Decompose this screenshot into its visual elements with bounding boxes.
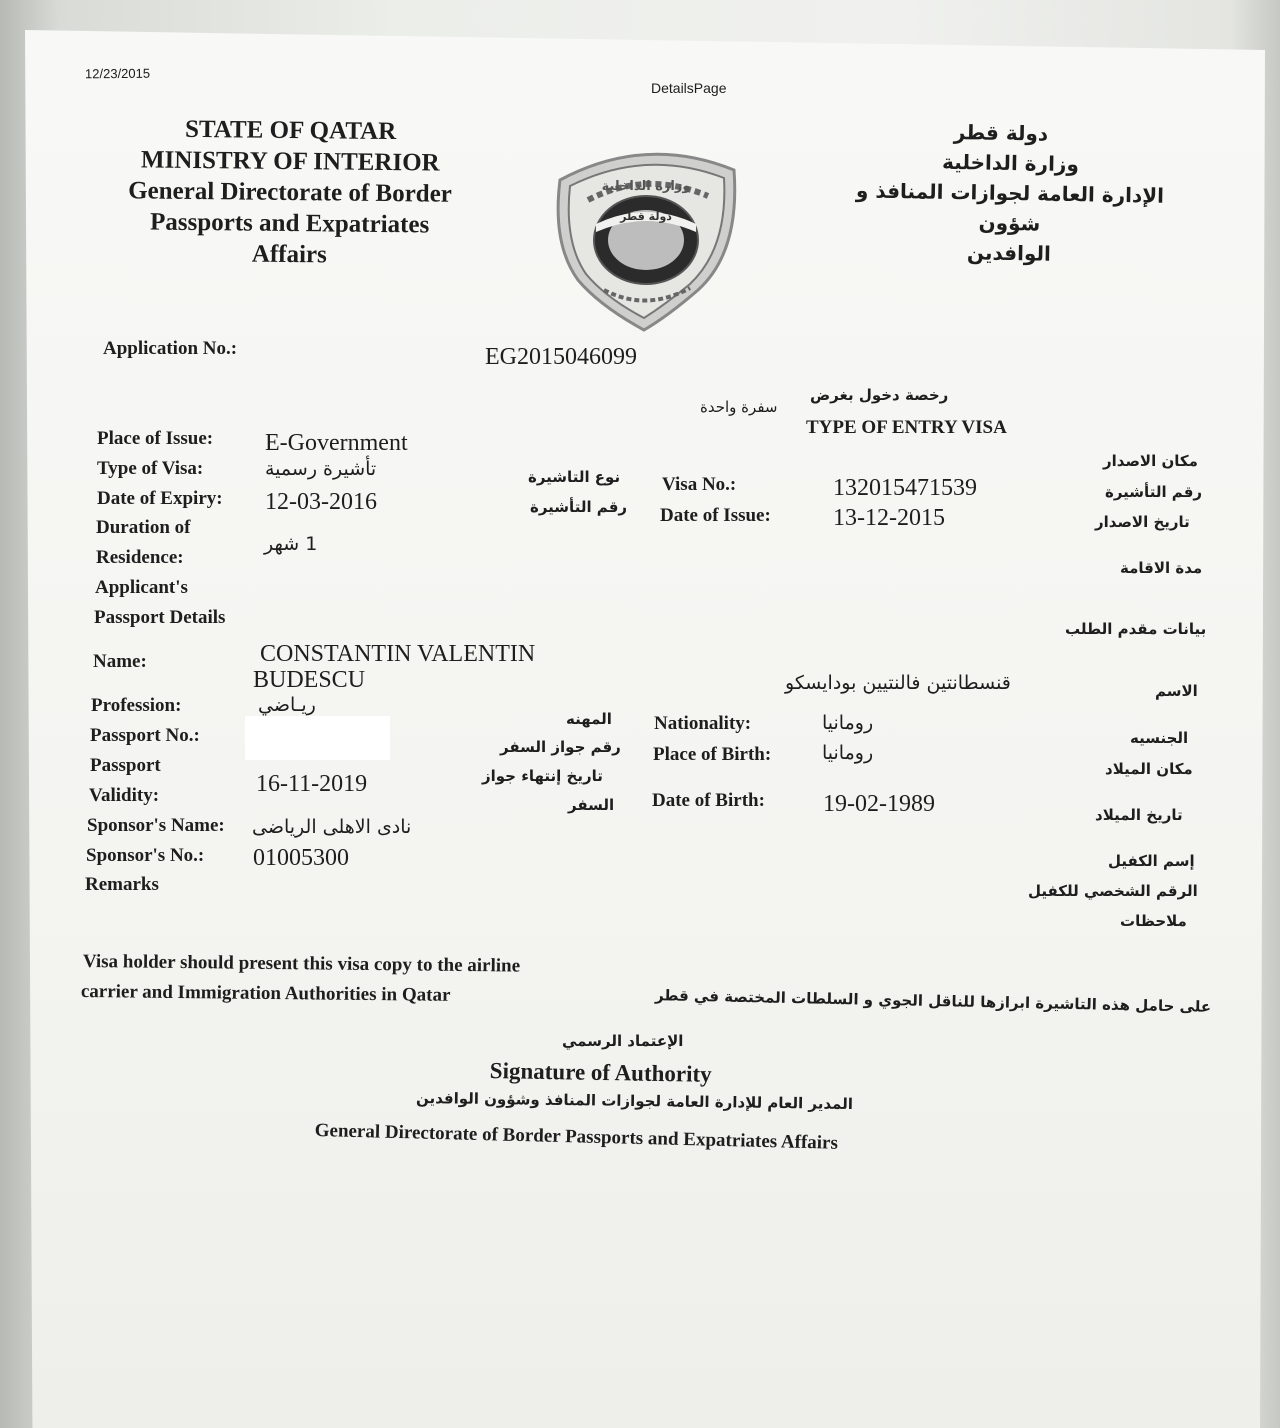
remarks-label: Remarks	[85, 874, 159, 895]
sponsor-name-value: نادى الاهلى الرياضى	[252, 816, 412, 838]
passport-section-label-line1: Applicant's	[95, 577, 188, 598]
notice-en-line1: Visa holder should present this visa copy to the airline	[82, 951, 521, 977]
date-of-expiry-label: Date of Expiry:	[97, 488, 223, 509]
duration-label-line2: Residence:	[96, 547, 184, 568]
ministry-of-interior-emblem-icon	[548, 140, 744, 332]
signature-ar-title: الإعتماد الرسمي	[562, 1032, 684, 1050]
passport-validity-ar-label-line1: تاريخ إنتهاء جواز	[482, 767, 603, 785]
emblem-text-mid: دولة قطر	[620, 210, 672, 223]
profession-label: Profession:	[91, 695, 182, 716]
visa-no-label: Visa No.:	[662, 474, 737, 495]
application-no-value: EG2015046099	[485, 344, 637, 370]
header-ar-ministry: وزارة الداخلية	[941, 149, 1080, 177]
passport-section-ar-label: بيانات مقدم الطلب	[1065, 620, 1207, 638]
date-of-expiry-value: 12-03-2016	[265, 489, 377, 515]
visa-no-value: 132015471539	[833, 475, 977, 501]
date-of-birth-label: Date of Birth:	[652, 790, 765, 811]
notice-ar-line1: على حامل هذه التاشيرة ابرازها للناقل الجوي و السلطات المختصة في قطر	[654, 986, 1212, 1016]
passport-validity-label-line1: Passport	[90, 755, 161, 776]
name-ar-label: الاسم	[1155, 682, 1198, 700]
remarks-ar-label: ملاحظات	[1120, 912, 1187, 930]
name-value-line2: BUDESCU	[253, 667, 366, 693]
print-date: 12/23/2015	[84, 65, 151, 82]
place-of-issue-ar-label: مكان الاصدار	[1103, 452, 1198, 470]
duration-value: 1 شهر	[264, 533, 318, 555]
visa-type-ar-line1: رخصة دخول بغرض	[810, 386, 949, 404]
nationality-label: Nationality:	[654, 713, 752, 734]
signature-en-title: Signature of Authority	[489, 1058, 712, 1087]
header-ar-directorate: الإدارة العامة لجوازات المنافذ و شؤون	[855, 178, 1165, 236]
header-passports: Passports and Expatriates	[149, 208, 430, 239]
name-value-ar: قنسطانتين فالنتيين بودايسكو	[785, 672, 1011, 694]
type-of-visa-ar-label: نوع التاشيرة	[528, 468, 621, 486]
date-of-expiry-ar-label: رقم التأشيرة	[530, 498, 628, 516]
sponsor-name-ar-label: إسم الكفيل	[1108, 852, 1195, 870]
date-of-issue-ar-label: تاريخ الاصدار	[1095, 513, 1190, 531]
header-ar-expatriates: الوافدين	[966, 240, 1052, 266]
signature-ar-subtitle: المدير العام للإدارة العامة لجوازات المنافذ وشؤون الوافدين	[415, 1088, 854, 1114]
date-of-birth-ar-label: تاريخ الميلاد	[1095, 806, 1183, 824]
sponsor-no-ar-label: الرقم الشخصي للكفيل	[1028, 882, 1198, 900]
passport-no-ar-label: رقم جواز السفر	[500, 738, 621, 756]
header-state: STATE OF QATAR	[184, 115, 397, 146]
place-of-birth-value: رومانيا	[822, 742, 874, 764]
name-label: Name:	[93, 651, 147, 672]
passport-validity-ar-label-line2: السفر	[568, 796, 615, 814]
passport-validity-label-line2: Validity:	[89, 785, 160, 806]
emblem-text-top: وزارة الداخلية	[601, 179, 691, 194]
header-affairs: Affairs	[251, 240, 327, 269]
passport-section-label-line2: Passport Details	[94, 607, 226, 628]
sponsor-name-label: Sponsor's Name:	[87, 815, 225, 836]
nationality-value: رومانيا	[822, 712, 874, 734]
visa-no-ar-label: رقم التأشيرة	[1105, 483, 1203, 501]
passport-no-redaction	[245, 716, 390, 760]
passport-validity-value: 16-11-2019	[256, 771, 368, 797]
passport-no-label: Passport No.:	[90, 725, 200, 746]
signature-en-subtitle: General Directorate of Border Passports and Expatriates Affairs	[314, 1120, 839, 1154]
profession-value: ريـاضي	[258, 694, 316, 716]
profession-ar-label: المهنه	[566, 710, 612, 728]
type-of-visa-value: تأشيرة رسمية	[265, 458, 377, 480]
notice-en-line2: carrier and Immigration Authorities in Qatar	[80, 981, 451, 1006]
date-of-issue-value: 13-12-2015	[833, 505, 945, 531]
header-arabic	[829, 115, 1192, 271]
visa-type-en: TYPE OF ENTRY VISA	[806, 417, 1007, 438]
duration-label-line1: Duration of	[96, 517, 191, 538]
place-of-issue-label: Place of Issue:	[97, 428, 214, 449]
visa-type-ar-line2: سفرة واحدة	[700, 398, 778, 416]
header-ministry: MINISTRY OF INTERIOR	[140, 146, 440, 177]
header-english	[109, 113, 471, 272]
place-of-birth-ar-label: مكان الميلاد	[1105, 760, 1193, 778]
header-directorate: General Directorate of Border	[128, 177, 452, 208]
name-value-line1: CONSTANTIN VALENTIN	[260, 641, 536, 667]
place-of-birth-label: Place of Birth:	[653, 744, 772, 765]
sponsor-no-label: Sponsor's No.:	[86, 845, 205, 866]
header-ar-state: دولة قطر	[953, 120, 1049, 146]
application-no-label: Application No.:	[103, 338, 238, 359]
nationality-ar-label: الجنسيه	[1130, 729, 1189, 747]
place-of-issue-value: E-Government	[265, 430, 408, 456]
sponsor-no-value: 01005300	[253, 845, 349, 871]
duration-ar-label: مدة الاقامة	[1120, 559, 1203, 577]
date-of-birth-value: 19-02-1989	[823, 791, 935, 817]
type-of-visa-label: Type of Visa:	[97, 458, 204, 479]
date-of-issue-label: Date of Issue:	[660, 505, 771, 526]
print-page-title: DetailsPage	[651, 80, 727, 96]
